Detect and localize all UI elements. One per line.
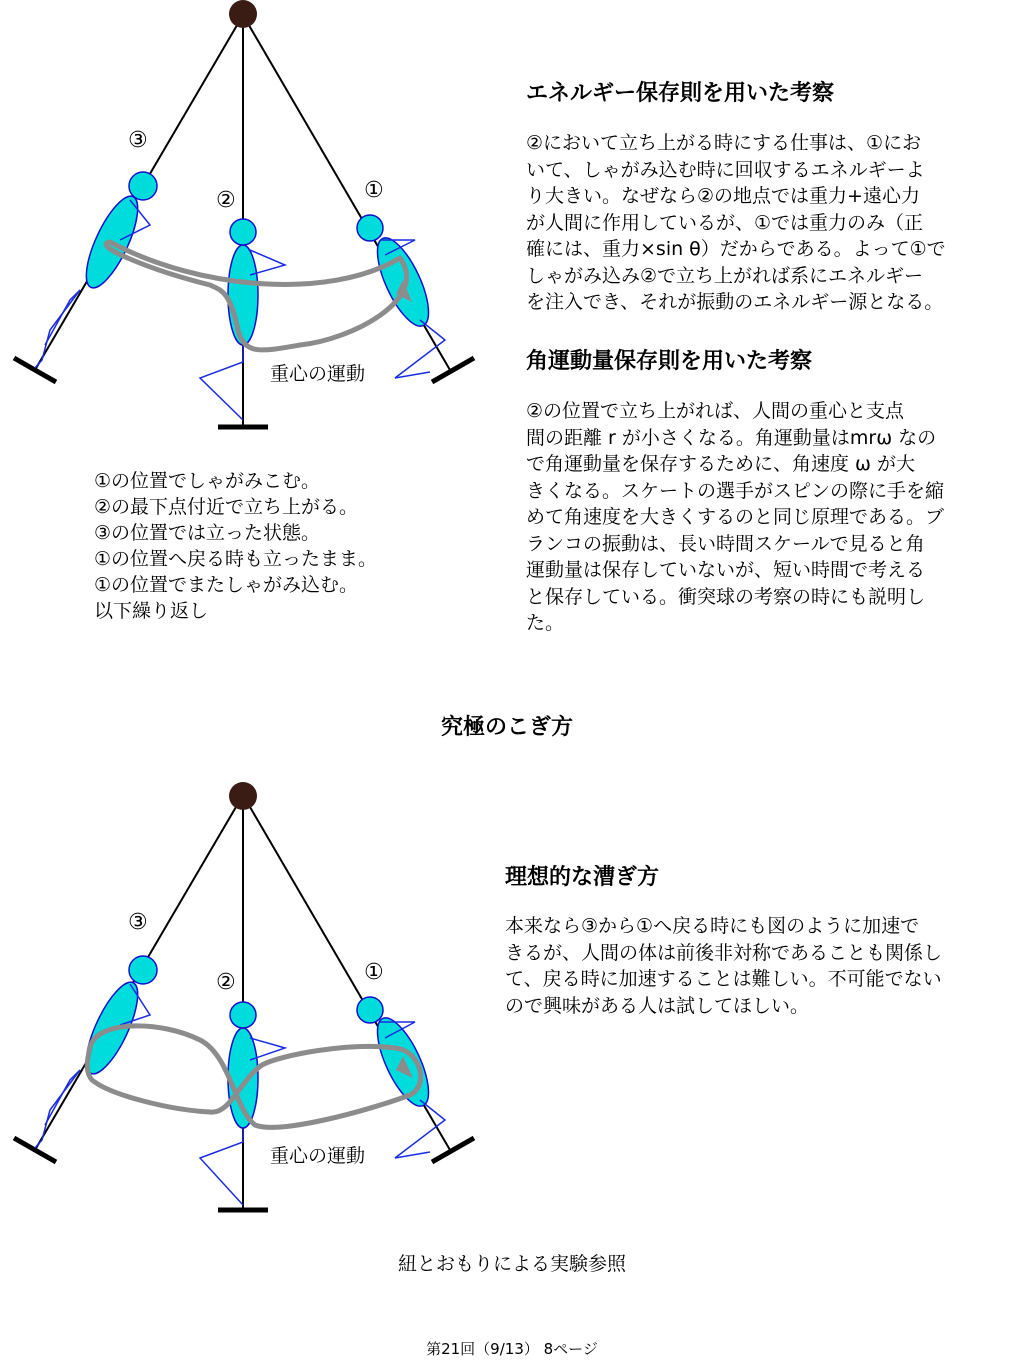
step-item: ①の位置でしゃがみこむ。 xyxy=(94,470,321,492)
cog-motion-label: 重心の運動 xyxy=(270,363,366,385)
text-line: 本来なら③から①へ戻る時にも図のように加速で xyxy=(505,915,920,937)
energy-heading: エネルギー保存則を用いた考察 xyxy=(526,81,835,106)
step-item: ①の位置でまたしゃがみ込む。 xyxy=(94,574,359,596)
step-item: ②の最下点付近で立ち上がる。 xyxy=(94,496,359,518)
text-line: り大きい。なぜなら②の地点では重力+遠心力 xyxy=(526,185,920,207)
seat-right xyxy=(432,358,474,382)
step-item: ③の位置では立った状態。 xyxy=(94,522,321,544)
reference-note: 紐とおもりによる実験参照 xyxy=(397,1253,626,1275)
text-line: て、戻る時に加速することは難しい。不可能でない xyxy=(505,968,942,990)
text-line: 間の距離 r が小さくなる。角運動量はmrω なの xyxy=(526,426,937,449)
step-item: 以下繰り返し xyxy=(94,600,209,622)
ideal-heading: 理想的な漕ぎ方 xyxy=(505,865,660,890)
text-line: いて、しゃがみ込む時に回収するエネルギーよ xyxy=(526,158,925,181)
ideal-text xyxy=(505,913,1005,1019)
position-2-label: ② xyxy=(216,970,236,995)
step-item: ①の位置へ戻る時も立ったまま。 xyxy=(94,548,378,570)
text-line: と保存している。衝突球の考察の時にも説明し xyxy=(526,585,926,608)
position-3-label: ③ xyxy=(128,910,148,935)
pivot xyxy=(229,0,257,28)
position-1-label: ① xyxy=(364,178,384,203)
swing-diagram-top xyxy=(0,0,500,440)
text-line: 確には、重力×sin θ）だからである。よって①で xyxy=(526,238,946,260)
text-line: で角運動量を保存するために、角速度 ω が大 xyxy=(526,453,915,475)
text-line: ②において立ち上がる時にする仕事は、①にお xyxy=(526,132,922,154)
angular-heading: 角運動量保存則を用いた考察 xyxy=(526,349,813,374)
step-list xyxy=(94,468,377,624)
page-footer: 第21回（9/13） 8ページ xyxy=(426,1340,598,1358)
text-line: ランコの振動は、長い時間スケールで見ると角 xyxy=(526,532,925,555)
text-line: めて角速度を大きくするのと同じ原理である。ブ xyxy=(526,506,945,528)
seat-left xyxy=(14,1138,56,1162)
pivot xyxy=(229,782,257,810)
position-2-label: ② xyxy=(216,188,236,213)
cog-motion-label: 重心の運動 xyxy=(270,1145,366,1167)
position-1-label: ① xyxy=(364,960,384,985)
text-line: きくなる。スケートの選手がスピンの際に手を縮 xyxy=(526,479,945,502)
figure-position-1 xyxy=(357,997,445,1158)
text-line: ②の位置で立ち上がれば、人間の重心と支点 xyxy=(526,400,905,422)
text-line: 運動量は保存していないが、短い時間で考える xyxy=(526,559,926,581)
text-line: きるが、人間の体は前後非対称であることも関係し xyxy=(505,941,943,964)
text-line: を注入でき、それが振動のエネルギー源となる。 xyxy=(526,291,944,313)
energy-text xyxy=(526,130,1006,316)
text-line: が人間に作用しているが、①では重力のみ（正 xyxy=(526,211,924,234)
seat-left xyxy=(14,358,56,382)
swing-diagram-bottom xyxy=(0,780,500,1220)
section-title: 究極のこぎ方 xyxy=(440,715,573,740)
position-3-label: ③ xyxy=(128,128,148,153)
text-line: しゃがみ込み②で立ち上がれば系にエネルギー xyxy=(526,264,924,287)
angular-text xyxy=(526,398,1006,637)
seat-right xyxy=(432,1138,474,1162)
text-line: た。 xyxy=(526,612,565,634)
text-line: ので興味がある人は試してほしい。 xyxy=(505,994,810,1017)
